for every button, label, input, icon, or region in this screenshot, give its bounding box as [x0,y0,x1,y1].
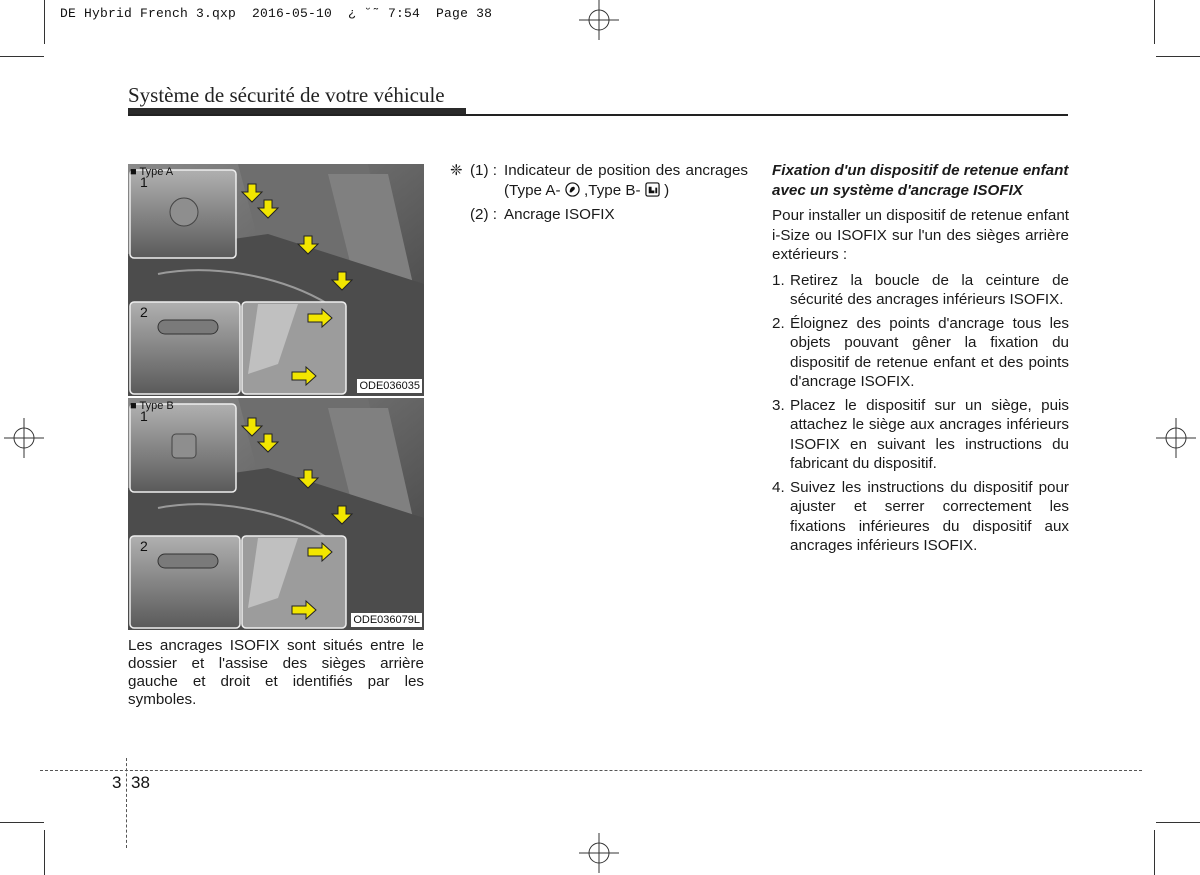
isofix-location-paragraph: Les ancrages ISOFIX sont situés entre le dossier et l'assise des sièges arrière gauche et droit et identifiés par les symboles. [128,637,424,708]
intro-paragraph: Pour installer un dispositif de retenue enfant i-Size ou ISOFIX sur l'un des sièges arrière extérieurs : [772,207,1069,263]
step-text: Placez le dispositif sur un siège, puis attachez le siège aux ancrages inférieurs ISOFIX en suivant les instructions du fabricant du dispositif. [790,396,1069,472]
seat-illustration [128,164,424,396]
page-number: 38 [131,773,150,792]
chapter-number: 3 [112,773,122,792]
registration-mark-icon [4,418,44,458]
steps-list [772,271,1069,556]
step-item [772,478,1069,556]
isofix-type-a-icon [565,182,580,197]
registration-mark-icon [579,0,619,40]
crop-mark [44,0,45,44]
step-item [772,396,1069,474]
header-rule [128,114,1068,116]
step-number: 4. [772,478,785,496]
crop-mark [0,56,44,57]
crop-mark [44,830,45,875]
step-text: Éloignez des points d'ancrage tous les objets pouvant gêner la fixation du dispositif de retenue enfant et des points d'ancrage ISOFIX. [790,314,1069,390]
legend-text: ,Type B- [584,182,641,199]
callout-number: 1 [140,174,148,190]
legend-item [450,161,748,201]
crop-mark [1154,830,1155,875]
step-item [772,314,1069,392]
crop-mark [1156,56,1200,57]
legend-key: (2) : [470,206,498,223]
legend-text: ) [664,182,670,199]
note-symbol: ❈ [450,162,463,179]
crop-mark [1156,822,1200,823]
callout-number: 1 [140,408,148,424]
footer-divider [126,758,127,848]
crop-mark [1154,0,1155,44]
step-number: 1. [772,271,785,289]
figure-type-a [128,164,424,396]
registration-mark-icon [579,833,619,873]
section-title: Fixation d'un dispositif de retenue enfant avec un système d'ancrage ISOFIX [772,162,1069,199]
registration-mark-icon [1156,418,1196,458]
isofix-type-b-icon [645,182,660,197]
legend-text: Ancrage ISOFIX [504,206,615,223]
print-slug: DE Hybrid French 3.qxp 2016-05-10 ¿ ˘˜ 7:54 Page 38 [60,6,493,21]
legend-key: (1) : [470,162,498,179]
crop-mark [0,822,44,823]
figure-code: ODE036035 [359,380,420,392]
step-text: Suivez les instructions du dispositif pour ajuster et serrer correctement les fixations inférieures du dispositif aux ancrages inférieurs ISOFIX. [790,478,1069,554]
step-number: 2. [772,314,785,332]
figure-type-label: ■ Type B [130,400,174,412]
legend-text: Indicateur de position des ancrages (Type A- [504,162,748,199]
figure-type-b [128,398,424,630]
figure-code: ODE036079L [353,614,420,626]
step-text: Retirez la boucle de la ceinture de sécurité des ancrages inférieurs ISOFIX. [790,271,1069,308]
figure-type-label: ■ Type A [130,166,174,178]
legend-item [450,205,748,225]
section-header-title: Système de sécurité de votre véhicule [128,83,445,107]
callout-number: 2 [140,538,148,554]
callout-number: 2 [140,304,148,320]
figure-legend-note [450,161,748,225]
seat-illustration [128,398,424,630]
footer-rule [40,770,1142,771]
instructions-column [772,161,1069,560]
step-number: 3. [772,396,785,414]
step-item [772,271,1069,310]
